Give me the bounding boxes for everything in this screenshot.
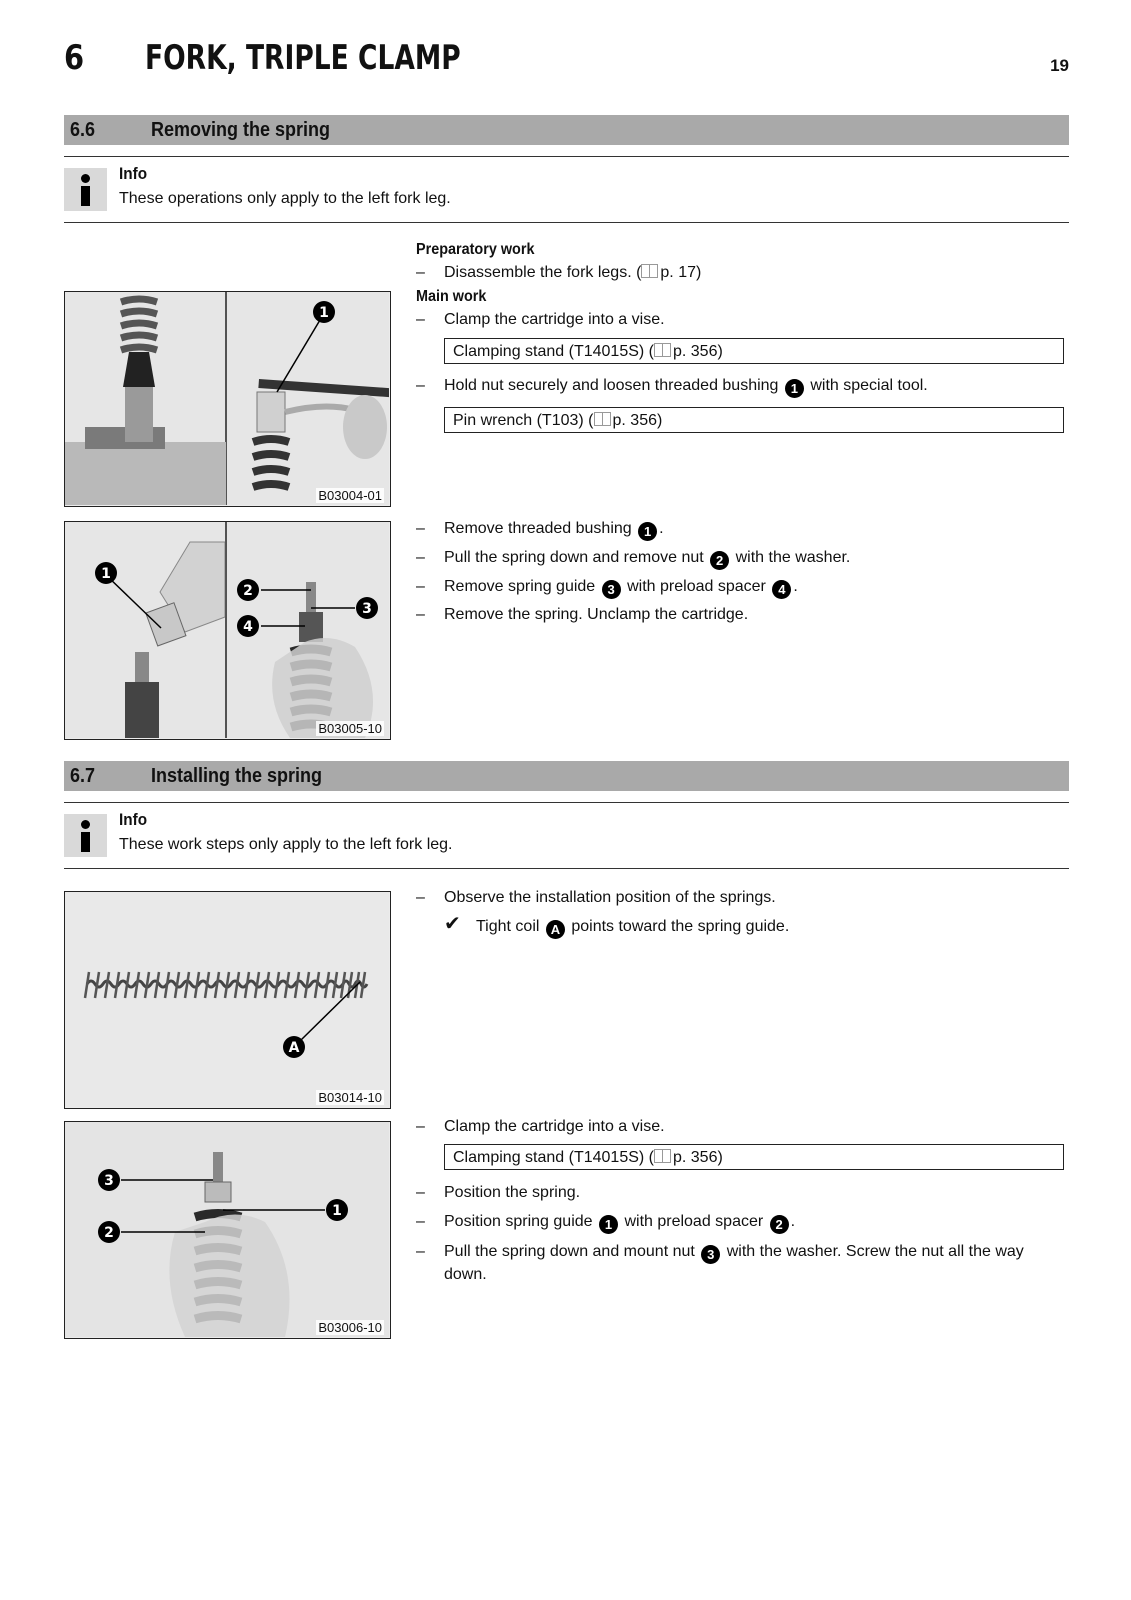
book-reference-icon bbox=[641, 264, 658, 278]
callout-badge-1: 1 bbox=[638, 522, 657, 541]
special-tool-box bbox=[444, 407, 1064, 433]
book-reference-icon bbox=[654, 343, 671, 357]
svg-text:1: 1 bbox=[332, 1203, 342, 1219]
info-icon bbox=[64, 168, 107, 211]
step-text: with preload spacer bbox=[627, 578, 766, 595]
section-number: 6.6 bbox=[70, 119, 96, 141]
divider bbox=[64, 222, 1069, 223]
photo-illustration bbox=[65, 292, 389, 505]
dash-bullet: – bbox=[416, 606, 425, 623]
svg-text:A: A bbox=[288, 1040, 300, 1056]
svg-text:3: 3 bbox=[104, 1173, 114, 1189]
svg-text:3: 3 bbox=[362, 601, 372, 617]
book-reference-icon bbox=[594, 412, 611, 426]
dash-bullet: – bbox=[416, 1213, 425, 1230]
preparatory-work-label: Preparatory work bbox=[416, 241, 535, 258]
dash-bullet: – bbox=[416, 311, 425, 328]
check-text: Tight coil bbox=[476, 918, 540, 935]
step-text: . bbox=[790, 1213, 796, 1230]
callout-badge-1: 1 bbox=[785, 379, 804, 398]
photo-remove-nut bbox=[64, 521, 391, 740]
svg-text:2: 2 bbox=[104, 1225, 114, 1241]
step-text: Position spring guide bbox=[444, 1213, 593, 1230]
step-text: . bbox=[793, 578, 798, 595]
page-reference[interactable]: p. 17) bbox=[660, 264, 702, 281]
photo-mount-nut bbox=[64, 1121, 391, 1339]
dash-bullet: – bbox=[416, 1243, 425, 1260]
callout-badge-a: A bbox=[546, 920, 565, 939]
info-title: Info bbox=[119, 810, 148, 829]
photo-illustration bbox=[65, 522, 389, 738]
dash-bullet: – bbox=[416, 1118, 425, 1135]
page-reference[interactable]: p. 356) bbox=[672, 1149, 723, 1166]
section-number: 6.7 bbox=[70, 765, 96, 787]
figure-code: B03014-10 bbox=[318, 1090, 382, 1105]
dash-bullet: – bbox=[416, 264, 425, 281]
special-tool-box bbox=[444, 1144, 1064, 1170]
step-text: Clamp the cartridge into a vise. bbox=[444, 1118, 665, 1135]
svg-text:1: 1 bbox=[319, 305, 329, 321]
step-text: Position the spring. bbox=[444, 1184, 581, 1201]
callout-badge-2: 2 bbox=[710, 551, 729, 570]
section-title: Removing the spring bbox=[151, 119, 331, 141]
book-reference-icon bbox=[654, 1149, 671, 1163]
info-text: These work steps only apply to the left fork leg. bbox=[119, 836, 453, 853]
step-text: Pull the spring down and mount nut bbox=[444, 1243, 695, 1260]
section-header-6-6 bbox=[64, 115, 1069, 145]
chapter-number: 6 bbox=[64, 38, 85, 78]
step-text: . bbox=[659, 520, 664, 537]
tool-name: Pin wrench (T103) ( bbox=[453, 412, 594, 429]
chapter-title: FORK, TRIPLE CLAMP bbox=[145, 38, 461, 78]
callout-badge-1: 1 bbox=[599, 1215, 618, 1234]
dash-bullet: – bbox=[416, 549, 425, 566]
photo-illustration bbox=[65, 1122, 389, 1337]
svg-text:4: 4 bbox=[243, 619, 253, 635]
dash-bullet: – bbox=[416, 520, 425, 537]
step-text: Observe the installation position of the springs. bbox=[444, 889, 776, 906]
dash-bullet: – bbox=[416, 1184, 425, 1201]
dash-bullet: – bbox=[416, 889, 425, 906]
section-title: Installing the spring bbox=[151, 765, 323, 787]
callout-badge-2: 2 bbox=[770, 1215, 789, 1234]
main-work-label: Main work bbox=[416, 288, 487, 305]
divider bbox=[64, 868, 1069, 869]
figure-code: B03006-10 bbox=[318, 1320, 382, 1335]
info-title: Info bbox=[119, 164, 148, 183]
step-text: Remove spring guide bbox=[444, 578, 596, 595]
divider bbox=[64, 802, 1069, 803]
step-text: Remove threaded bushing bbox=[444, 520, 632, 537]
info-icon bbox=[64, 814, 107, 857]
callout-badge-4: 4 bbox=[772, 580, 791, 599]
photo-spring-orientation bbox=[64, 891, 391, 1109]
step-text: with the washer. bbox=[735, 549, 851, 566]
figure-code: B03005-10 bbox=[318, 721, 382, 736]
check-text: points toward the spring guide. bbox=[571, 918, 790, 935]
callout-badge-3: 3 bbox=[701, 1245, 720, 1264]
info-text: These operations only apply to the left fork leg. bbox=[119, 190, 451, 207]
svg-text:1: 1 bbox=[101, 566, 111, 582]
special-tool-box bbox=[444, 338, 1064, 364]
callout-badge-3: 3 bbox=[602, 580, 621, 599]
figure-code: B03004-01 bbox=[318, 488, 382, 503]
step-text: Clamp the cartridge into a vise. bbox=[444, 311, 665, 328]
step-text: with the washer. Screw the nut all the way down. bbox=[444, 1243, 1024, 1283]
step-text: Remove the spring. Unclamp the cartridge. bbox=[444, 606, 749, 623]
step-text: with special tool. bbox=[810, 377, 928, 394]
page-reference[interactable]: p. 356) bbox=[612, 412, 663, 429]
tool-name: Clamping stand (T14015S) ( bbox=[453, 1149, 654, 1166]
dash-bullet: – bbox=[416, 377, 425, 394]
step-text: Hold nut securely and loosen threaded bushing bbox=[444, 377, 779, 394]
section-header-6-7 bbox=[64, 761, 1069, 791]
page-number: 19 bbox=[1050, 56, 1069, 75]
step-text: Pull the spring down and remove nut bbox=[444, 549, 704, 566]
dash-bullet: – bbox=[416, 578, 425, 595]
tool-name: Clamping stand (T14015S) ( bbox=[453, 343, 654, 360]
step-text: Disassemble the fork legs. ( bbox=[444, 264, 642, 281]
step-text: with preload spacer bbox=[624, 1213, 764, 1230]
divider bbox=[64, 156, 1069, 157]
photo-illustration bbox=[65, 892, 389, 1107]
checkmark-icon: ✔ bbox=[444, 913, 461, 935]
page-reference[interactable]: p. 356) bbox=[672, 343, 723, 360]
photo-loosen-bushing bbox=[64, 291, 391, 507]
svg-text:2: 2 bbox=[243, 583, 253, 599]
